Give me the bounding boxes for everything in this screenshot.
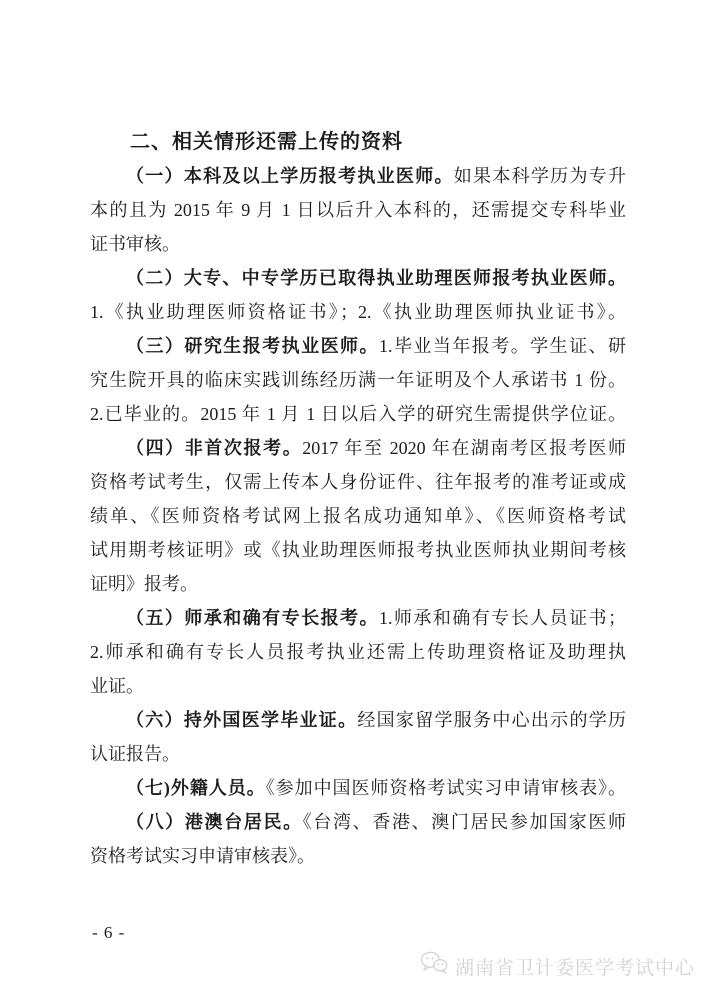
body-text: 业证。: [90, 676, 144, 696]
text-line: [90, 703, 626, 737]
body-text: 绩单、《医师资格考试网上报名成功通知单》、《医师资格考试: [90, 506, 626, 526]
clause-title: （六）持外国医学毕业证。: [126, 710, 358, 730]
watermark-text: 湖南省卫计委医学考试中心: [454, 957, 695, 979]
text-line: [90, 669, 626, 703]
text-line: [90, 737, 626, 771]
body-text: 试用期考核证明》或《执业助理医师报考执业医师执业期间考核: [90, 540, 626, 560]
paragraph: [90, 431, 626, 601]
text-line: [90, 193, 626, 227]
body-text: 认证报告。: [90, 744, 180, 764]
text-line: [90, 159, 626, 193]
document-body: [90, 125, 626, 873]
body-text: 2017 年至 2020 年在湖南考区报考医师: [302, 438, 627, 458]
paragraph: [90, 601, 626, 703]
text-line: [90, 533, 626, 567]
watermark: [420, 951, 695, 981]
body-text: 2.已毕业的。2015 年 1 月 1 日以后入学的研究生需提供学位证。: [90, 404, 626, 424]
text-line: [90, 805, 626, 839]
body-text: 本的且为 2015 年 9 月 1 日以后升入本科的，还需提交专科毕业: [90, 200, 626, 220]
body-text: 证书审核。: [90, 234, 180, 254]
paragraph: [90, 329, 626, 431]
text-line: [90, 635, 626, 669]
body-text: 如果本科学历为专升: [453, 166, 627, 186]
clause-title: （四）非首次报考。: [126, 438, 303, 458]
text-line: [90, 567, 626, 601]
body-text: 究生院开具的临床实践训练经历满一年证明及个人承诺书 1 份。: [90, 370, 626, 390]
text-line: [90, 601, 626, 635]
text-line: [90, 499, 626, 533]
paragraph: [90, 703, 626, 771]
text-line: [90, 397, 626, 431]
paragraph: [90, 771, 626, 805]
clause-title: （一）本科及以上学历报考执业医师。: [126, 166, 454, 186]
body-text: 1.毕业当年报考。学生证、研: [378, 336, 627, 356]
text-line: [90, 227, 626, 261]
text-line: [90, 431, 626, 465]
clause-title: （八）港澳台居民。: [126, 812, 303, 832]
clause-title: （七)外籍人员。: [126, 778, 266, 798]
body-text: 经国家留学服务中心出示的学历: [357, 710, 626, 730]
paragraph: [90, 159, 626, 261]
section-heading: 二、相关情形还需上传的资料: [130, 131, 403, 153]
body-text: 1.师承和确有专长人员证书；: [378, 608, 627, 628]
body-text: 2.师承和确有专长人员报考执业还需上传助理资格证及助理执: [90, 642, 626, 662]
body-text: 《参加中国医师资格考试实习申请审核表》。: [265, 778, 626, 798]
clause-title: （五）师承和确有专长报考。: [126, 608, 379, 628]
text-line: [90, 839, 626, 873]
clause-title: （二）大专、中专学历已取得执业助理医师报考执业医师。: [126, 268, 626, 288]
text-line: [90, 465, 626, 499]
wechat-icon: [420, 951, 448, 981]
text-line: [90, 771, 626, 805]
text-line: [90, 329, 626, 363]
paragraph: [90, 805, 626, 873]
text-line: [90, 295, 626, 329]
body-text: 资格考试考生，仅需上传本人身份证件、往年报考的准考证或成: [90, 472, 626, 492]
body-text: 1.《执业助理医师资格证书》；2.《执业助理医师执业证书》。: [90, 302, 626, 322]
body-text: 证明》报考。: [90, 574, 198, 594]
text-line: [90, 261, 626, 295]
text-line: [90, 363, 626, 397]
page-number: - 6 -: [92, 923, 126, 942]
paragraph: [90, 261, 626, 329]
body-text: 资格考试实习申请审核表》。: [90, 846, 315, 866]
body-text: 《台湾、香港、澳门居民参加国家医师: [302, 812, 627, 832]
clause-title: （三）研究生报考执业医师。: [126, 336, 379, 356]
